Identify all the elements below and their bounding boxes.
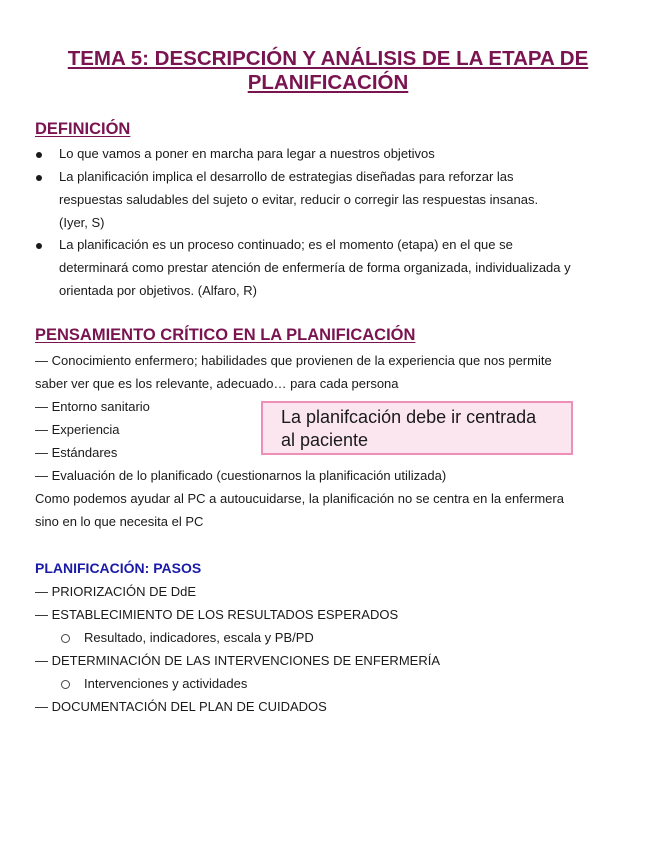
pasos-line-1: — PRIORIZACIÓN DE DdE — [35, 584, 197, 599]
bullet-dot — [36, 175, 42, 181]
heading-pensamiento-critico: PENSAMIENTO CRÍTICO EN LA PLANIFICACIÓN — [35, 326, 416, 344]
title-line-1: TEMA 5: DESCRIPCIÓN Y ANÁLISIS DE LA ETAPA DE — [67, 47, 589, 70]
note-line-1: La planifcación debe ir centrada — [281, 407, 537, 427]
definicion-item-1-line-1: Lo que vamos a poner en marcha para legar a nuestros objetivos — [59, 146, 435, 161]
heading-planificacion-pasos: PLANIFICACIÓN: PASOS — [35, 560, 202, 576]
definicion-item-2-line-3: (Iyer, S) — [59, 215, 105, 230]
pensamiento-line-6: — Evaluación de lo planificado (cuestionarnos la planificación utilizada) — [35, 468, 447, 483]
title-line-2: PLANIFICACIÓN — [247, 71, 409, 94]
definicion-item-3-line-1: La planificación es un proceso continuado; es el momento (etapa) en el que se — [59, 237, 513, 252]
hollow-bullet-icon — [61, 680, 70, 689]
pensamiento-line-2: saber ver que es los relevante, adecuado… para cada persona — [35, 376, 399, 391]
pensamiento-line-5: — Estándares — [35, 445, 118, 460]
definicion-item-2-line-1: La planificación implica el desarrollo de estrategias diseñadas para reforzar las — [59, 169, 514, 184]
pensamiento-line-1: — Conocimiento enfermero; habilidades que provienen de la experiencia que nos permite — [35, 353, 552, 368]
pasos-line-3: — DETERMINACIÓN DE LAS INTERVENCIONES DE ENFERMERÍA — [35, 653, 440, 668]
hollow-bullet-icon — [61, 634, 70, 643]
bullet-dot — [36, 152, 42, 158]
sticky-note — [261, 401, 573, 455]
definicion-item-3-line-2: determinará como prestar atención de enfermería de forma organizada, individualizada y — [59, 260, 571, 275]
pensamiento-line-7: Como podemos ayudar al PC a autoucuidarse, la planificación no se centra en la enfermera — [35, 491, 564, 506]
bullet-dot — [36, 243, 42, 249]
heading-definicion: DEFINICIÓN — [35, 120, 131, 138]
pasos-line-2: — ESTABLECIMIENTO DE LOS RESULTADOS ESPERADOS — [35, 607, 399, 622]
page-title — [20, 47, 636, 95]
pensamiento-line-4: — Experiencia — [35, 422, 120, 437]
pasos-sub-line-1: Resultado, indicadores, escala y PB/PD — [84, 630, 314, 645]
pensamiento-line-3: — Entorno sanitario — [35, 399, 150, 414]
pasos-line-4: — DOCUMENTACIÓN DEL PLAN DE CUIDADOS — [35, 699, 327, 714]
pasos-sub-line-2: Intervenciones y actividades — [84, 676, 248, 691]
pensamiento-line-8: sino en lo que necesita el PC — [35, 514, 204, 529]
definicion-item-3-line-3: orientada por objetivos. (Alfaro, R) — [59, 283, 257, 298]
definicion-item-2-line-2: respuestas saludables del sujeto o evitar, reducir o corregir las respuestas insanas. — [59, 192, 539, 207]
note-line-2: al paciente — [281, 430, 369, 450]
